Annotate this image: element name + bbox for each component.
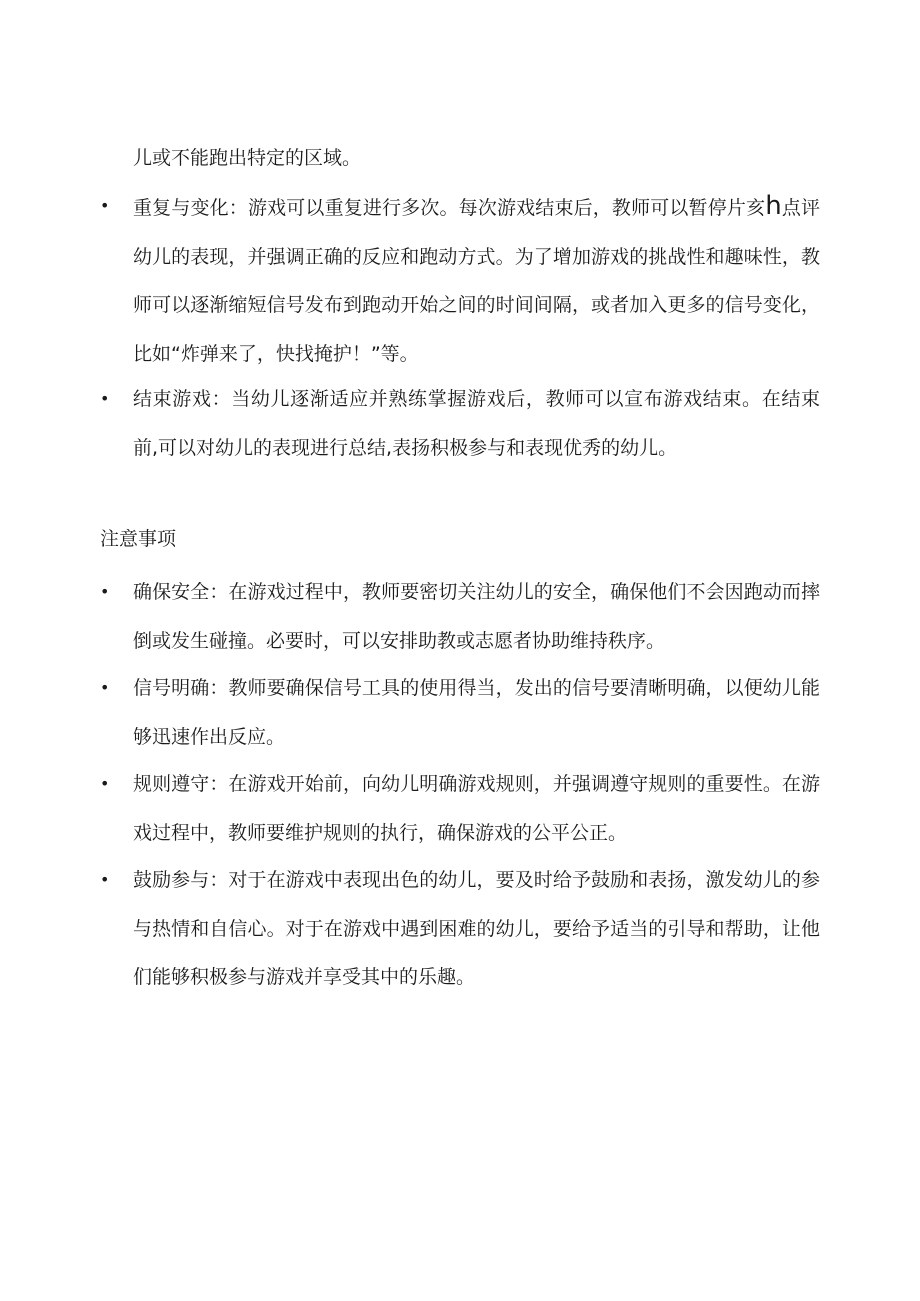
list-item-rules [100,768,820,857]
list-item-text: 信号明确：教师要确保信号工具的使用得当，发出的信号要清晰明确，以便幼儿能够迅速作出反应。 [133,677,820,748]
list-item-text: 规则遵守：在游戏开始前，向幼儿明确游戏规则，并强调遵守规则的重要性。在游戏过程中，教师要维护规则的执行，确保游戏的公平公正。 [133,773,820,844]
bullet-icon: • [100,389,110,408]
list-item-text [133,182,820,378]
list-item-safety [100,576,820,665]
bullet-icon: • [100,774,110,793]
continuation-line: 儿或不能跑出特定的区域。 [133,147,362,169]
bullet-icon: • [100,678,110,697]
list-item-text-part2: 点评幼儿的表现，并强调正确的反应和跑动方式。为了增加游戏的挑战性和趣味性，教师可以逐渐缩短信号发布到跑动开始之间的时间间隔，或者加入更多的信号变化，比如“炸弹来了，快找掩护！”等。 [133,197,820,365]
section-heading: 注意事项 [100,528,177,550]
list-item-text: 结束游戏：当幼儿逐渐适应并熟练掌握游戏后，教师可以宣布游戏结束。在结束前,可以对幼儿的表现进行总结,表扬积极参与和表现优秀的幼儿。 [133,388,820,459]
list-item-clear-signal [100,672,820,761]
list-item-text-part1: 重复与变化：游戏可以重复进行多次。每次游戏结束后，教师可以暂停片亥 [133,197,766,219]
list-item-encourage [100,864,820,1002]
bullet-icon: • [100,582,110,601]
list-item-text: 鼓励参与：对于在游戏中表现出色的幼儿，要及时给予鼓励和表扬，激发幼儿的参与热情和自信心。对于在游戏中遇到困难的幼儿，要给予适当的引导和帮助，让他们能够积极参与游戏并享受其中的乐趣。 [133,869,820,988]
stray-glyph: h [765,191,782,221]
bullet-icon: • [100,870,110,889]
list-item-text: 确保安全：在游戏过程中，教师要密切关注幼儿的安全，确保他们不会因跑动而摔倒或发生碰撞。必要时，可以安排助教或志愿者协助维持秩序。 [133,581,820,652]
list-item-repeat-variation [100,190,820,378]
bullet-icon: • [100,196,110,215]
list-item-end-game [100,383,820,472]
